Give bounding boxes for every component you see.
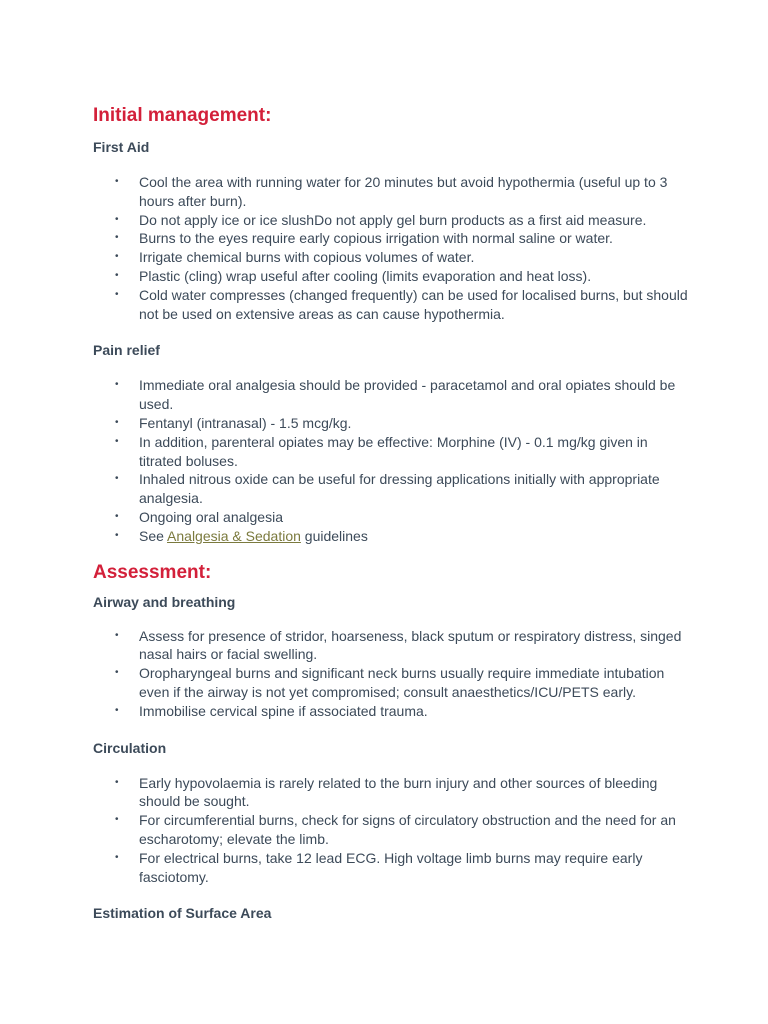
list-item: • For circumferential burns, check for signs of circulatory obstruction and the need for an escharotomy; elevate the limb. bbox=[115, 812, 676, 847]
bullet-icon: • bbox=[115, 288, 119, 300]
list-item: • Fentanyl (intranasal) - 1.5 mcg/kg. bbox=[115, 414, 352, 431]
list-item-see-guidelines: • See Analgesia & Sedation guidelines bbox=[115, 527, 368, 544]
list-item: • Ongoing oral analgesia bbox=[115, 508, 283, 525]
bullet-icon: • bbox=[115, 232, 119, 244]
analgesia-sedation-link[interactable]: Analgesia & Sedation bbox=[167, 527, 301, 544]
bullet-icon: • bbox=[115, 814, 119, 826]
bullet-icon: • bbox=[115, 629, 119, 641]
list-item: • Do not apply ice or ice slushDo not apply gel burn products as a first aid measure. bbox=[115, 211, 647, 228]
first-aid-list bbox=[93, 173, 693, 323]
bullet-icon: • bbox=[115, 269, 119, 281]
subheading-airway-breathing: Airway and breathing bbox=[93, 593, 236, 610]
bullet-icon: • bbox=[115, 704, 119, 716]
list-item: • For electrical burns, take 12 lead ECG. High voltage limb burns may require early fasciotomy. bbox=[115, 849, 643, 885]
document-page bbox=[93, 103, 693, 923]
bullet-icon: • bbox=[115, 776, 119, 788]
bullet-icon: • bbox=[115, 176, 119, 187]
bullet-icon: • bbox=[115, 851, 119, 863]
subheading-first-aid: First Aid bbox=[93, 139, 150, 155]
pain-relief-list bbox=[93, 376, 693, 545]
airway-list bbox=[93, 627, 693, 721]
list-item: • Immobilise cervical spine if associated trauma. bbox=[115, 702, 428, 719]
list-item: • Cold water compresses (changed frequently) can be used for localised burns, but should not be used on extensive areas as can cause hypothermia. bbox=[115, 286, 688, 322]
section-heading-initial-management: Initial management: bbox=[93, 105, 272, 126]
list-item: • Plastic (cling) wrap useful after cooling (limits evaporation and heat loss). bbox=[115, 267, 592, 284]
bullet-icon: • bbox=[115, 213, 119, 225]
list-item: • Burns to the eyes require early copious irrigation with normal saline or water. bbox=[115, 230, 613, 247]
bullet-icon: • bbox=[115, 510, 119, 522]
list-item: • Inhaled nitrous oxide can be useful for dressing applications initially with appropriate analgesia. bbox=[115, 471, 660, 507]
list-item: • Assess for presence of stridor, hoarseness, black sputum or respiratory distress, singed nasal hairs or facial swelling. bbox=[115, 627, 682, 663]
subheading-circulation: Circulation bbox=[93, 739, 167, 756]
bullet-icon: • bbox=[115, 379, 119, 391]
bullet-icon: • bbox=[115, 435, 119, 447]
list-item: • Early hypovolaemia is rarely related to the burn injury and other sources of bleeding should be sought. bbox=[115, 774, 658, 810]
bullet-icon: • bbox=[115, 529, 119, 541]
circulation-list bbox=[93, 774, 693, 887]
list-item: • Irrigate chemical burns with copious volumes of water. bbox=[115, 249, 475, 266]
list-item: • Immediate oral analgesia should be provided - paracetamol and oral opiates should be used. bbox=[115, 377, 676, 413]
subheading-surface-area: Estimation of Surface Area bbox=[93, 905, 272, 922]
list-item: • In addition, parenteral opiates may be effective: Morphine (IV) - 0.1 mg/kg given in titrated boluses. bbox=[115, 433, 648, 469]
list-item: • Oropharyngeal burns and significant neck burns usually require immediate intubation even if the airway is not yet compromised; consult anaesthetics/ICU/PETS early. bbox=[115, 665, 665, 700]
bullet-icon: • bbox=[115, 416, 119, 428]
subheading-pain-relief: Pain relief bbox=[93, 342, 160, 359]
bullet-icon: • bbox=[115, 251, 119, 263]
bullet-icon: • bbox=[115, 667, 119, 679]
section-heading-assessment: Assessment: bbox=[93, 561, 212, 583]
bullet-icon: • bbox=[115, 473, 119, 485]
list-item: • Cool the area with running water for 20 minutes but avoid hypothermia (useful up to 3 hours after burn). bbox=[115, 174, 668, 209]
